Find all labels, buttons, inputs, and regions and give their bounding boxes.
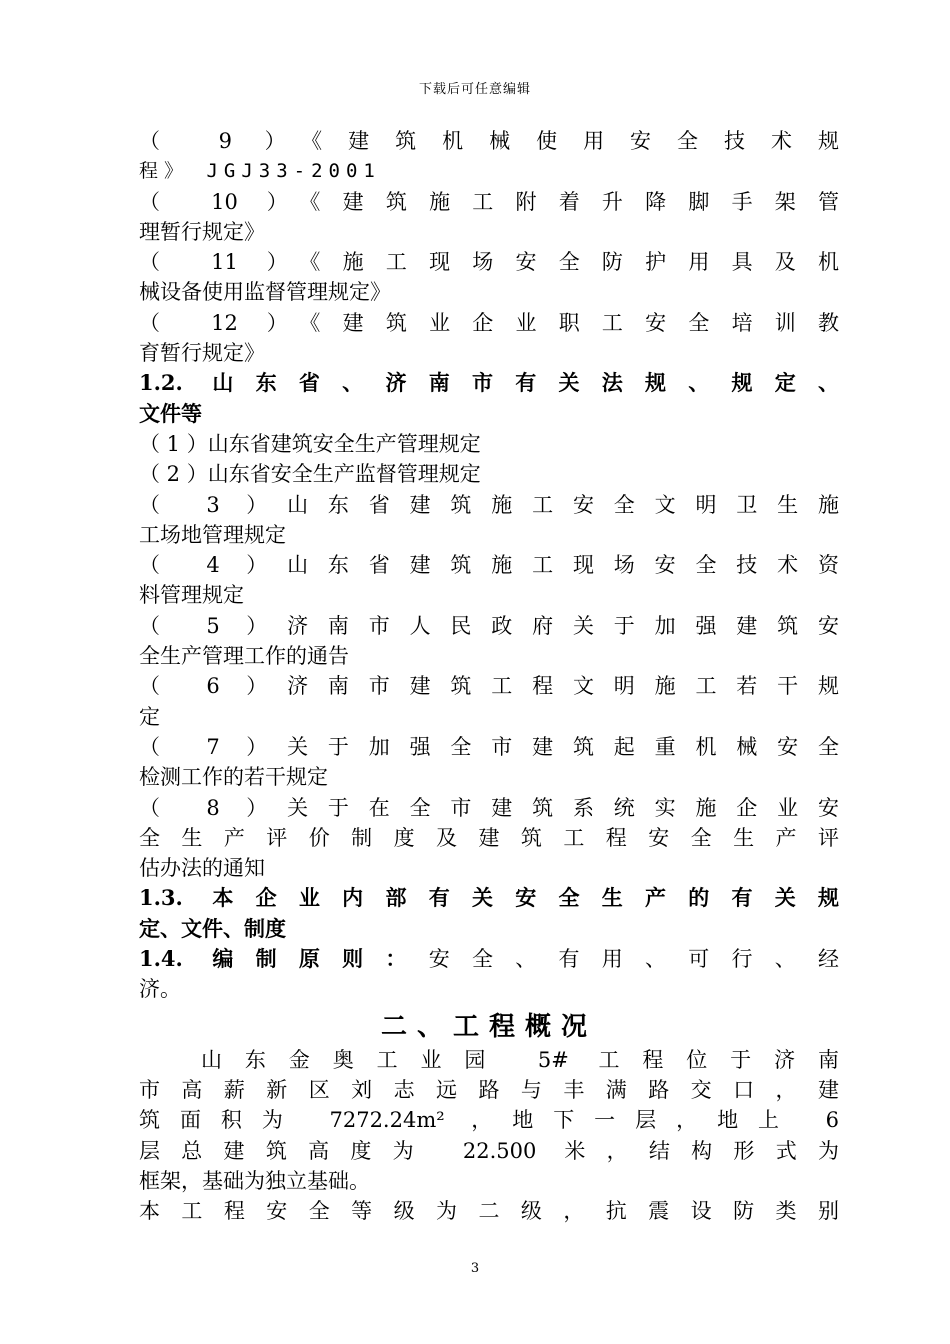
regulation-line: 械设备使用监督管理规定》 bbox=[139, 280, 391, 305]
regulation-line: 1.2. 山东省、济南市有关法规、规定、 bbox=[139, 370, 839, 396]
regulation-line: 程》 JGJ33-2001 bbox=[139, 160, 381, 183]
regulation-line: （ 10 ）《建筑施工附着升降脚手架管 bbox=[139, 189, 839, 214]
overview-line: 框架，基础为独立基础。 bbox=[139, 1168, 370, 1193]
regulation-line: （ 6 ）济南市建筑工程文明施工若干规 bbox=[139, 674, 839, 699]
regulation-line: 定、文件、制度 bbox=[139, 915, 286, 941]
principle-text: 安全、有用、可行、经 bbox=[428, 947, 839, 972]
overview-line: 本工程安全等级为二级，抗震设防类别 bbox=[139, 1199, 839, 1224]
regulation-line: （ 12 ）《建筑业企业职工安全培训教 bbox=[139, 310, 839, 335]
overview-line: 层总建筑高度为 22.500 米，结构形式为 bbox=[139, 1138, 839, 1163]
regulation-line: 工场地管理规定 bbox=[139, 522, 286, 547]
overview-line: 筑面积为 7272.24m² ，地下一层，地上 6 bbox=[139, 1108, 839, 1133]
regulation-line: 检测工作的若干规定 bbox=[139, 765, 328, 790]
regulation-line: 全生产评价制度及建筑工程安全生产评 bbox=[139, 825, 839, 850]
overview-line: 山东金奥工业园 5# 工程位于济南 bbox=[201, 1047, 839, 1072]
overview-line: 市高薪新区刘志远路与丰满路交口，建 bbox=[139, 1077, 839, 1102]
project-overview bbox=[139, 1045, 839, 1227]
principle-line bbox=[139, 944, 839, 974]
regulation-line: （ 4 ）山东省建筑施工现场安全技术资 bbox=[139, 553, 839, 578]
principle-label: 1.4. 编制原则： bbox=[139, 946, 429, 972]
page-number: 3 bbox=[470, 1261, 480, 1276]
page-header: 下载后可任意编辑 bbox=[418, 82, 531, 97]
regulation-line: 育暂行规定》 bbox=[139, 341, 265, 366]
regulation-line: （ 1 ）山东省建筑安全生产管理规定 bbox=[139, 431, 481, 456]
regulation-line: 全生产管理工作的通告 bbox=[139, 644, 349, 669]
regulation-line: 1.3. 本企业内部有关安全生产的有关规 bbox=[139, 885, 839, 911]
regulation-line: （ 7 ）关于加强全市建筑起重机械安全 bbox=[139, 734, 839, 759]
document-body bbox=[139, 126, 839, 1226]
regulation-line: 理暂行规定》 bbox=[139, 219, 265, 244]
regulation-line: （ 3 ）山东省建筑施工安全文明卫生施 bbox=[139, 492, 839, 517]
regulation-line: （ 11 ）《施工现场安全防护用具及机 bbox=[139, 250, 839, 275]
regulation-line: （ 5 ）济南市人民政府关于加强建筑安 bbox=[139, 613, 839, 638]
regulation-line: 文件等 bbox=[139, 400, 202, 426]
regulation-line: （ 2 ）山东省安全生产监督管理规定 bbox=[139, 462, 481, 487]
regulation-line: 料管理规定 bbox=[139, 583, 244, 608]
regulation-list bbox=[139, 126, 839, 944]
section-title: 二、工程概况 bbox=[380, 1011, 597, 1042]
regulation-line: （ 9 ）《建筑机械使用安全技术规 bbox=[139, 129, 839, 153]
regulation-line: 估办法的通知 bbox=[139, 856, 265, 881]
regulation-line: （ 8 ）关于在全市建筑系统实施企业安 bbox=[139, 795, 839, 820]
regulation-line: 定 bbox=[139, 704, 160, 729]
principle-continuation: 济。 bbox=[139, 977, 181, 1002]
